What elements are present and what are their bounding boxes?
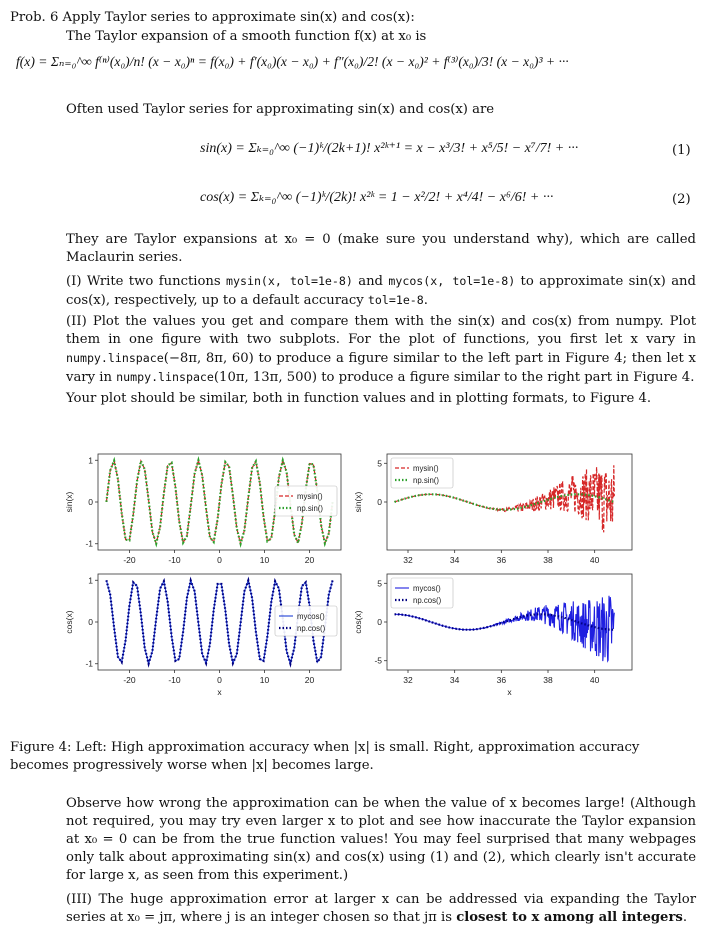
x-tick-label: -20	[123, 555, 136, 565]
y-tick-label: -1	[85, 658, 93, 669]
figure-caption: Figure 4: Left: High approximation accuracy when |x| is small. Right, approximation accuracy becomes progressively worse when |x| becomes large.	[10, 740, 640, 773]
subplot-1	[64, 454, 341, 565]
x-axis-label: x	[507, 687, 512, 697]
subplot-3	[353, 454, 632, 565]
part-two: (II) Plot the values you get and compare them with the sin(x) and cos(x) from numpy. Plot them in one figure with two subplots. For the plot of functions, you first let x vary in numpy.linspace(−8π, 8π, 60) to produce a figure similar to the left part in Figure 4; then let x vary in numpy.linspace(10π, 13π, 500) to produce a figure similar to the right part in Figure 4.	[66, 314, 696, 385]
x-tick-label: 10	[259, 555, 270, 565]
maclaurin-text: They are Taylor expansions at x₀ = 0 (make sure you understand why), which are called Maclaurin series.	[66, 232, 696, 265]
part-one: (I) Write two functions mysin(x, tol=1e-8) and mycos(x, tol=1e-8) to approximate sin(x) and cos(x), respectively, up to a default accuracy tol=1e-8.	[66, 274, 696, 308]
x-tick-label: 38	[543, 675, 553, 685]
y-tick-label: 1	[88, 455, 93, 466]
x-tick-label: 40	[589, 555, 600, 565]
x-tick-label: 20	[304, 675, 315, 685]
y-axis-label: sin(x)	[353, 491, 363, 513]
taylor-general-formula: f(x) = Σₙ₌₀^∞ f⁽ⁿ⁾(x₀)/n! (x − x₀)ⁿ = f(x₀) + f′(x₀)(x − x₀) + f″(x₀)/2! (x − x₀)² + f⁽³⁾(x₀)/3! (x − x₀)³ + ···	[16, 54, 569, 69]
y-tick-label: -5	[374, 655, 382, 666]
x-tick-label: 34	[449, 555, 460, 565]
part-three: (III) The huge approximation error at larger x can be addressed via expanding the Taylor series at x₀ = jπ, where j is an integer chosen so that jπ is closest to x among all integers.	[66, 892, 696, 925]
subplot-4	[353, 574, 632, 697]
figure-4	[28, 446, 648, 708]
subplot-2	[64, 574, 341, 697]
x-tick-label: 20	[304, 555, 315, 565]
legend-label: mysin()	[297, 492, 323, 501]
legend-label: np.sin()	[413, 476, 439, 485]
y-axis-label: sin(x)	[64, 491, 74, 513]
x-tick-label: 0	[217, 675, 222, 685]
y-tick-label: 0	[88, 617, 93, 627]
x-tick-label: -20	[123, 675, 136, 685]
x-tick-label: -10	[168, 555, 181, 565]
y-tick-label: -1	[85, 538, 93, 549]
x-tick-label: 32	[403, 675, 413, 685]
legend-label: mycos()	[297, 612, 325, 621]
legend	[275, 486, 337, 516]
y-tick-label: 0	[377, 497, 382, 507]
x-tick-label: 36	[496, 555, 507, 565]
similar-text: Your plot should be similar, both in function values and in plotting formats, to Figure 4.	[66, 391, 652, 406]
y-tick-label: 5	[377, 578, 382, 589]
legend-label: np.cos()	[413, 596, 442, 605]
y-axis-label: cos(x)	[353, 610, 363, 634]
eq-number-2: (2)	[672, 192, 691, 207]
cos-series-formula: cos(x) = Σₖ₌₀^∞ (−1)ᵏ/(2k)! x²ᵏ = 1 − x²/2! + x⁴/4! − x⁶/6! + ···	[200, 190, 554, 205]
sin-series-formula: sin(x) = Σₖ₌₀^∞ (−1)ᵏ/(2k+1)! x²ᵏ⁺¹ = x − x³/3! + x⁵/5! − x⁷/7! + ···	[200, 141, 579, 156]
x-tick-label: 34	[449, 675, 460, 685]
x-tick-label: 10	[259, 675, 270, 685]
y-tick-label: 5	[377, 458, 382, 469]
y-tick-label: 1	[88, 575, 93, 586]
legend-label: np.sin()	[297, 504, 323, 513]
y-tick-label: 0	[377, 617, 382, 627]
x-tick-label: -10	[168, 675, 181, 685]
observe-text: Observe how wrong the approximation can be when the value of x becomes large! (Although not required, you may try even larger x to plot and see how inaccurate the Taylor expansion at x₀ = 0 can be from the true function values! You may feel surprised that many webpages only talk about approximating sin(x) and cos(x) using (1) and (2), which clearly isn't accurate for large x, as seen from this experiment.)	[66, 796, 696, 883]
problem-heading: Prob. 6 Apply Taylor series to approximate sin(x) and cos(x):	[10, 10, 415, 25]
x-axis-label: x	[217, 687, 222, 697]
legend-label: mysin()	[413, 464, 439, 473]
legend	[391, 578, 453, 608]
legend-label: mycos()	[413, 584, 441, 593]
x-tick-label: 0	[217, 555, 222, 565]
intro-text: The Taylor expansion of a smooth function f(x) at x₀ is	[66, 29, 427, 44]
x-tick-label: 32	[403, 555, 413, 565]
legend-label: np.cos()	[297, 624, 326, 633]
often-used-text: Often used Taylor series for approximating sin(x) and cos(x) are	[66, 102, 495, 117]
legend	[275, 606, 337, 636]
x-tick-label: 40	[589, 675, 600, 685]
eq-number-1: (1)	[672, 143, 691, 158]
legend	[391, 458, 453, 488]
y-tick-label: 0	[88, 497, 93, 507]
x-tick-label: 38	[543, 555, 553, 565]
x-tick-label: 36	[496, 675, 507, 685]
y-axis-label: cos(x)	[64, 610, 74, 634]
